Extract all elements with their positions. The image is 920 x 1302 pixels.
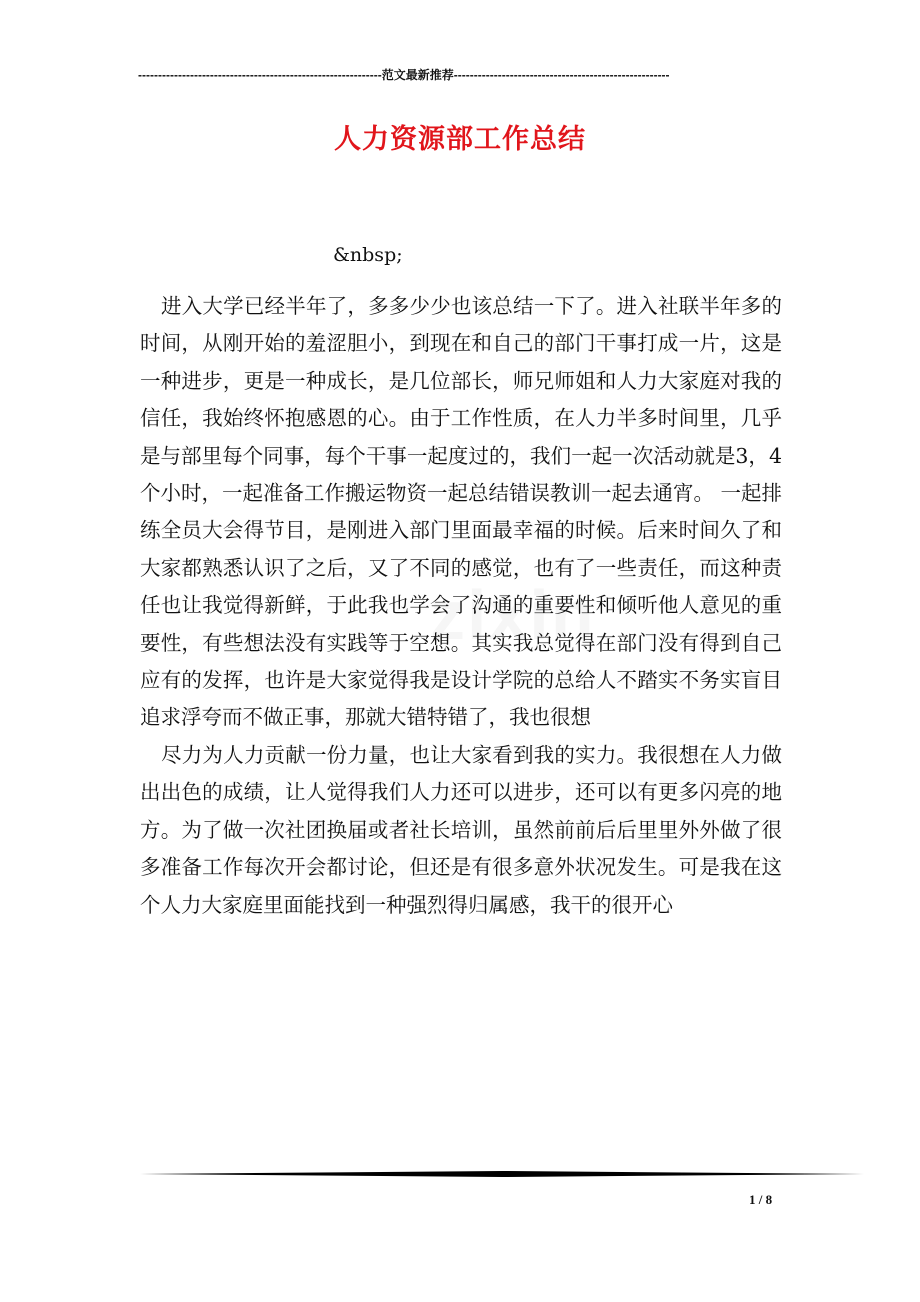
document-title: 人力资源部工作总结 — [334, 124, 586, 155]
paragraph-2: 尽力为人力贡献一份力量，也让大家看到我的实力。我很想在人力做出出色的成绩，让人觉得我们人力还可以进步，还可以有更多闪亮的地方。为了做一次社团换届或者社长培训，虽然前前后后里里外外做了很多准备工作每次开会都讨论，但还是有很多意外状况发生。可是我在这个人力大家庭里面能找到一种强烈得归属感，我干的很开心 — [140, 742, 782, 917]
header-banner: -------------------------------------------------------------范文最新推荐------------------------------------------------------ — [138, 68, 670, 82]
paragraph-1: 进入大学已经半年了，多多少少也该总结一下了。进入社联半年多的时间，从刚开始的羞涩胆小，到现在和自己的部门干事打成一片，这是一种进步，更是一种成长，是几位部长，师兄师姐和人力大家庭对我的信任，我始终怀抱感恩的心。由于工作性质，在人力半多时间里，几乎是与部里每个同事，每个干事一起度过的，我们一起一次活动就是3，4个小时，一起准备工作搬运物资一起总结错误教训一起去通宵。 一起排练全员大会得节目，是刚进入部门里面最幸福的时候。后来时间久了和大家都熟悉认识了之后，又了不同的感觉，也有了一些责任，而这种责任也让我觉得新鲜，于此我也学会了沟通的重要性和倾听他人意见的重要性，有些想法没有实践等于空想。其实我总觉得在部门没有得到自己应有的发挥，也许是大家觉得我是设计学院的总给人不踏实不务实盲目追求浮夸而不做正事，那就大错特错了，我也很想 — [140, 294, 783, 730]
footer-divider — [140, 1170, 864, 1178]
nbsp-placeholder-text: &nbsp; — [333, 244, 403, 266]
page-number: 1 / 8 — [749, 1192, 773, 1207]
document-body — [140, 288, 782, 924]
